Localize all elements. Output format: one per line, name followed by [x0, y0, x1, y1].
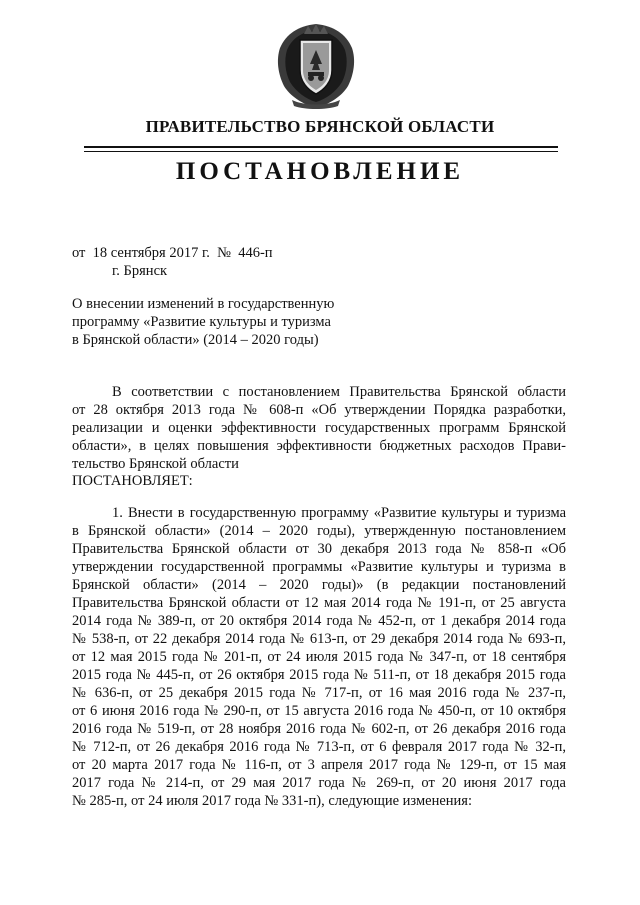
paragraph-line: Правительства Брянской области от 30 декабря 2013 года № 858-п «Об — [72, 541, 566, 557]
point-1-paragraph — [72, 504, 566, 810]
paragraph-line: от 20 марта 2017 года № 116-п, от 3 апреля 2017 года № 129-п, от 15 мая — [72, 757, 566, 773]
city-line: г. Брянск — [112, 263, 168, 279]
paragraph-line: утверждении государственной программы «Развитие культуры и туризма в — [72, 559, 566, 575]
paragraph-line: области», в целях повышения эффективности бюджетных расходов Прави- — [72, 438, 566, 454]
paragraph-line: № 636-п, от 25 декабря 2015 года № 717-п, от 16 мая 2016 года № 237-п, — [72, 685, 566, 701]
header-divider-thin — [84, 151, 558, 152]
decree-word: ПОСТАНОВЛЯЕТ: — [72, 473, 193, 489]
date-number-line: от 18 сентября 2017 г. № 446-п — [72, 245, 273, 261]
paragraph-line: 2015 года № 445-п, от 26 октября 2015 года № 511-п, от 18 декабря 2015 года — [72, 667, 566, 683]
paragraph-line: 2017 года № 214-п, от 29 мая 2017 года № 269-п, от 20 июня 2017 года — [72, 775, 566, 791]
header-divider-thick — [84, 146, 558, 148]
document-subject — [72, 295, 372, 349]
paragraph-line: от 28 октября 2013 года № 608-п «Об утверждении Порядка разработки, — [72, 402, 566, 418]
preamble-paragraph — [72, 383, 566, 473]
paragraph-line: от 6 июня 2016 года № 290-п, от 15 августа 2016 года № 450-п, от 10 октября — [72, 703, 566, 719]
document-type-title: ПОСТАНОВЛЕНИЕ — [175, 158, 465, 185]
paragraph-line: 2014 года № 389-п, от 20 октября 2014 года № 452-п, от 1 декабря 2014 года — [72, 613, 566, 629]
organization-name: ПРАВИТЕЛЬСТВО БРЯНСКОЙ ОБЛАСТИ — [145, 117, 495, 136]
paragraph-line: Правительства Брянской области от 12 мая 2014 года № 191-п, от 25 августа — [72, 595, 566, 611]
paragraph-line: в Брянской области» (2014 – 2020 годы), утвержденную постановлением — [72, 523, 566, 539]
paragraph-line: Брянской области» (2014 – 2020 годы)» (в редакции постановлений — [72, 577, 566, 593]
paragraph-line: 2016 года № 519-п, от 28 ноября 2016 года № 602-п, от 26 декабря 2016 года — [72, 721, 566, 737]
paragraph-line: № 712-п, от 26 декабря 2016 года № 713-п, от 6 февраля 2017 года № 32-п, — [72, 739, 566, 755]
paragraph-line: № 538-п, от 22 декабря 2014 года № 613-п, от 29 декабря 2014 года № 693-п, — [72, 631, 566, 647]
paragraph-line: № 285-п, от 24 июля 2017 года № 331-п), следующие изменения: — [72, 793, 472, 809]
subject-line: в Брянской области» (2014 – 2020 годы) — [72, 332, 319, 348]
paragraph-line: В соответствии с постановлением Правительства Брянской области — [112, 384, 566, 400]
paragraph-line: реализации и оценки эффективности государственных программ Брянской — [72, 420, 566, 436]
subject-line: программу «Развитие культуры и туризма — [72, 314, 331, 330]
paragraph-line: тельство Брянской области — [72, 456, 239, 472]
subject-line: О внесении изменений в государственную — [72, 296, 335, 312]
paragraph-line: 1. Внести в государственную программу «Развитие культуры и туризма — [112, 505, 566, 521]
coat-of-arms-icon — [268, 20, 364, 112]
paragraph-line: от 12 мая 2015 года № 201-п, от 24 июля 2015 года № 347-п, от 18 сентября — [72, 649, 566, 665]
